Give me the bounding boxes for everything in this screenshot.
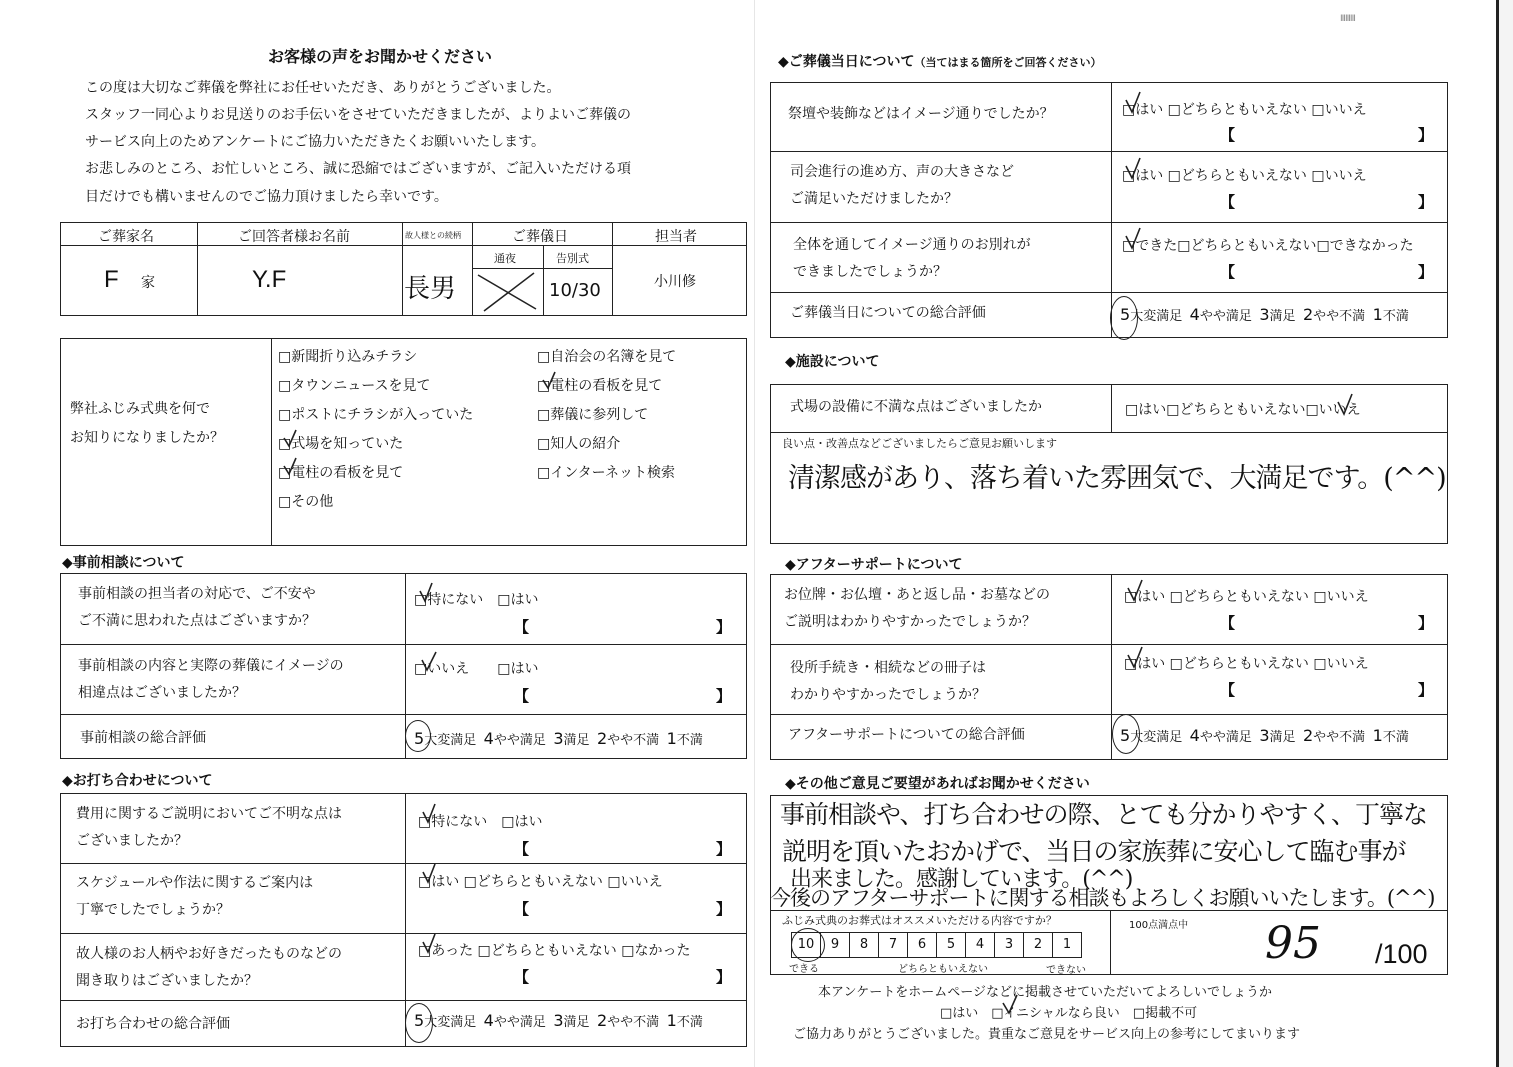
prior-rating-scale[interactable] (414, 729, 703, 748)
footer-permission-question: 本アンケートをホームページなどに掲載させていただいてよろしいでしょうか (818, 985, 1272, 1000)
scan-edge (1496, 0, 1513, 1067)
check-mark-icon (421, 932, 437, 956)
intro-line-4: お悲しみのところ、お忙しいところ、誠に恐縮ではございますが、ご記入いただける項 (85, 161, 631, 177)
meeting-score-circle (405, 1003, 433, 1043)
after-q2-options[interactable]: □はい □どちらともいえない □いいえ (1124, 656, 1369, 672)
check-mark-icon (541, 370, 557, 392)
meeting-q2-options[interactable]: □はい □どちらともいえない □いいえ (418, 874, 663, 890)
meeting-rating-scale[interactable] (414, 1011, 703, 1030)
points-value: 95 (1265, 918, 1321, 969)
after-q2-line-2: わかりやすかったでしょうか？ (790, 687, 986, 703)
source-option-knew-hall[interactable]: □式場を知っていた (278, 436, 404, 452)
scale-5: 5 (414, 729, 425, 748)
source-option-internet[interactable]: □インターネット検索 (537, 465, 675, 481)
dayof-q2-options[interactable]: □はい □どちらともいえない □いいえ (1122, 168, 1367, 184)
after-q1-options[interactable]: □はい □どちらともいえない □いいえ (1124, 589, 1369, 605)
check-mark-icon (420, 650, 438, 674)
dayof-q2-bracket-open: 【 (1220, 193, 1236, 211)
prior-q2-line-2: 相違点はございましたか？ (78, 685, 246, 701)
meeting-q3-line-1: 故人様のお人柄やお好きだったものなどの (76, 946, 342, 962)
family-suffix: 家 (141, 275, 155, 291)
score-cell[interactable]: 3 (995, 933, 1024, 957)
check-mark-icon (421, 802, 437, 826)
recommend-score-row[interactable] (791, 932, 1082, 958)
intro-line-1: この度は大切なご葬儀を弊社にお任せいただき、ありがとうございました。 (85, 80, 561, 96)
dayof-q1-options[interactable]: □はい □どちらともいえない □いいえ (1122, 102, 1367, 118)
check-mark-icon (421, 862, 437, 886)
scale-5: 5 (414, 1011, 425, 1030)
prior-q1-line-2: ご不満に思われた点はございますか？ (78, 613, 316, 629)
other-comment-line-3: 出来ました。感謝しています。(^^) (790, 867, 1133, 892)
meeting-q3-bracket-close: 】 (716, 968, 732, 986)
dayof-q2-line-2: ご満足いただけましたか？ (790, 191, 958, 207)
check-mark-icon (1124, 156, 1142, 182)
prior-q2-line-1: 事前相談の内容と実際の葬儀にイメージの (78, 658, 344, 674)
dayof-q4-label: ご葬儀当日についての総合評価 (790, 305, 986, 321)
score-cell[interactable]: 10 (792, 933, 821, 957)
recommend-mid-label: どちらともいえない (898, 964, 988, 975)
prior-q1-options[interactable]: □特にない □はい (414, 592, 539, 608)
after-q2-bracket-close: 】 (1418, 681, 1434, 699)
scale-5-text: 大変満足 (424, 733, 477, 748)
after-q2-line-1: 役所手続き・相続などの冊子は (790, 660, 986, 676)
header-staff: 担当者 (655, 229, 697, 245)
scale-2-text: やや不満 (607, 733, 660, 748)
scale-4-text: やや満足 (1199, 309, 1252, 324)
check-mark-icon (1126, 578, 1144, 604)
source-option-attended-funeral[interactable]: □葬儀に参列して (537, 407, 649, 423)
meeting-q3-options[interactable]: □あった □どちらともいえない □なかった (418, 943, 691, 959)
scale-1-text: 不満 (1382, 730, 1409, 745)
check-mark-icon (418, 581, 434, 605)
dayof-q3-line-2: できましたでしょうか？ (793, 264, 947, 280)
meeting-q1-options[interactable]: □特にない □はい (418, 814, 543, 830)
scale-4: 4 (1189, 305, 1200, 324)
check-mark-icon (282, 428, 298, 450)
dayof-q3-line-1: 全体を通してイメージ通りのお別れが (793, 237, 1031, 253)
prior-q2-options[interactable]: □いいえ □はい (414, 661, 539, 677)
meeting-q2-line-2: 丁寧でしたでしょうか？ (76, 902, 230, 918)
prior-q1-bracket-close: 】 (716, 618, 732, 636)
score-cell[interactable]: 7 (879, 933, 908, 957)
score-cell[interactable]: 4 (966, 933, 995, 957)
after-score-circle (1112, 714, 1140, 754)
section-dayof-title (778, 51, 1102, 71)
other-comment-line-1: 事前相談や、打ち合わせの際、とても分かりやすく、丁寧な (780, 800, 1428, 829)
scale-4-text: やや満足 (493, 1015, 546, 1030)
scale-2: 2 (596, 729, 608, 748)
check-mark-icon (282, 456, 298, 478)
header-funeral-date: ご葬儀日 (512, 229, 568, 245)
source-option-pole-sign-right[interactable]: □電柱の看板を見て (537, 378, 663, 394)
prior-score-circle (405, 720, 431, 752)
scale-2-text: やや不満 (1313, 309, 1366, 324)
dayof-q1-label: 祭壇や装飾などはイメージ通りでしたか？ (788, 106, 1054, 122)
source-question-line-1: 弊社ふじみ式典を何で (70, 401, 210, 417)
dayof-score-circle (1110, 296, 1138, 340)
points-max: /100 (1375, 939, 1428, 969)
dayof-q3-options[interactable]: □できた□どちらともいえない□できなかった (1122, 238, 1414, 254)
respondent-name: Y.F (252, 266, 287, 293)
tsuya-crossed-out-mark (474, 269, 542, 315)
facility-note: 良い点・改善点などございましたらご意見お願いします (782, 437, 1057, 450)
scale-3-text: 満足 (563, 733, 590, 748)
intro-line-2: スタッフ一同心よりお見送りのお手伝いをさせていただきましたが、よりよいご葬儀の (85, 107, 631, 123)
dayof-title-note: （当てはまる箇所をご回答ください） (914, 56, 1102, 69)
scale-2: 2 (596, 1011, 608, 1030)
meeting-q1-line-1: 費用に関するご説明においてご不明な点は (76, 806, 342, 822)
meeting-q3-line-2: 聞き取りはございましたか？ (76, 973, 258, 989)
header-family: ご葬家名 (98, 229, 154, 245)
footer-thanks: ご協力ありがとうございました。貴重なご意見をサービス向上の参考にしてまいります (793, 1027, 1301, 1042)
after-q1-line-1: お位牌・お仏壇・あと返し品・お墓などの (784, 587, 1050, 603)
dayof-q3-bracket-open: 【 (1220, 263, 1236, 281)
check-mark-icon (1124, 90, 1142, 116)
scale-1: 1 (1372, 726, 1383, 745)
meeting-q2-line-1: スケジュールや作法に関するご案内は (76, 875, 314, 891)
intro-line-5: 目だけでも構いませんのでご協力頂けましたら幸いです。 (85, 189, 448, 205)
after-rating-scale[interactable] (1120, 726, 1409, 745)
after-q1-bracket-open: 【 (1220, 614, 1236, 632)
header-relation: 故人様との続柄 (405, 231, 461, 240)
score-cell[interactable]: 6 (908, 933, 937, 957)
meeting-q1-line-2: ございましたか？ (76, 833, 188, 849)
scale-2-text: やや不満 (607, 1015, 660, 1030)
after-q1-line-2: ご説明はわかりやすかったでしょうか？ (784, 614, 1036, 630)
meeting-q3-bracket-open: 【 (514, 968, 530, 986)
scale-4-text: やや満足 (493, 733, 546, 748)
scale-5-text: 大変満足 (424, 1015, 477, 1030)
scan-mark: IIIIIIIII (1340, 14, 1355, 24)
scale-3: 3 (553, 1011, 564, 1030)
check-mark-icon (1336, 392, 1354, 418)
section-facility-title: ◆施設について (785, 354, 880, 370)
relation-value: 長男 (404, 274, 457, 304)
dayof-q1-bracket-close: 】 (1418, 126, 1434, 144)
scale-1: 1 (666, 729, 677, 748)
score-cell[interactable]: 2 (1024, 933, 1053, 957)
footer-permission-options[interactable]: □はい □イニシャルなら良い □掲載不可 (940, 1006, 1198, 1021)
other-comment-line-2: 説明を頂いたおかげで、当日の家族葬に安心して臨む事が (782, 837, 1406, 866)
dayof-rating-scale[interactable] (1120, 305, 1409, 324)
scale-4: 4 (483, 729, 494, 748)
points-label: 100点満点中 (1129, 920, 1189, 931)
dayof-q1-bracket-open: 【 (1220, 126, 1236, 144)
other-comment-line-4: 今後のアフターサポートに関する相談もよろしくお願いいたします。(^^) (770, 886, 1435, 910)
source-question-line-2: お知りになりましたか？ (70, 430, 224, 446)
section-after-title: ◆アフターサポートについて (785, 557, 963, 573)
score-cell[interactable]: 5 (937, 933, 966, 957)
dayof-q2-bracket-close: 】 (1418, 193, 1434, 211)
scale-4: 4 (1189, 726, 1200, 745)
scale-3-text: 満足 (563, 1015, 590, 1030)
scale-1: 1 (666, 1011, 677, 1030)
facility-q1-options[interactable]: □はい□どちらともいえない□いいえ (1125, 402, 1361, 418)
scale-5-text: 大変満足 (1130, 309, 1183, 324)
staff-name: 小川修 (654, 274, 696, 290)
meeting-q1-bracket-close: 】 (716, 840, 732, 858)
dayof-q2-line-1: 司会進行の進め方、声の大きさなど (790, 164, 1014, 180)
source-option-post-flyer[interactable]: □ポストにチラシが入っていた (278, 407, 474, 423)
score-cell[interactable]: 8 (850, 933, 879, 957)
meeting-q2-bracket-close: 】 (716, 900, 732, 918)
scale-4: 4 (483, 1011, 494, 1030)
source-option-referral[interactable]: □知人の紹介 (537, 436, 621, 452)
scale-5: 5 (1120, 726, 1131, 745)
header-kokubetsu: 告別式 (556, 252, 589, 265)
facility-comment: 清潔感があり、落ち着いた雰囲気で、大満足です。(^^) (788, 463, 1446, 494)
header-respondent: ご回答者様お名前 (238, 229, 350, 245)
scale-3-text: 満足 (1269, 309, 1296, 324)
recommend-label: ふじみ式典のお葬式はオススメいただける内容ですか？ (782, 914, 1057, 927)
scale-1-text: 不満 (676, 733, 703, 748)
intro-line-3: サービス向上のためアンケートにご協力いただきたくお願いいたします。 (85, 134, 546, 150)
survey-title: お客様の声をお聞かせください (268, 47, 493, 66)
source-option-pole-sign-left[interactable]: □電柱の看板を見て (278, 465, 404, 481)
scale-2: 2 (1302, 305, 1314, 324)
dayof-title-text: ◆ご葬儀当日について (778, 54, 915, 70)
kokubetsu-date: 10/30 (549, 280, 601, 301)
score-cell[interactable]: 1 (1062, 937, 1072, 952)
scale-5-text: 大変満足 (1130, 730, 1183, 745)
meeting-q1-bracket-open: 【 (514, 840, 530, 858)
check-mark-icon (1001, 993, 1019, 1017)
meeting-q4-label: お打ち合わせの総合評価 (76, 1016, 230, 1032)
scale-2: 2 (1302, 726, 1314, 745)
scale-4-text: やや満足 (1199, 730, 1252, 745)
after-q2-bracket-open: 【 (1220, 681, 1236, 699)
scale-1-text: 不満 (676, 1015, 703, 1030)
scale-5: 5 (1120, 305, 1131, 324)
source-option-newspaper[interactable]: □新聞折り込みチラシ (278, 349, 418, 365)
check-mark-icon (1124, 226, 1142, 252)
after-q1-bracket-close: 】 (1418, 614, 1434, 632)
fold-line (754, 0, 755, 1067)
section-prior-title: ◆事前相談について (62, 555, 185, 571)
meeting-q2-bracket-open: 【 (514, 900, 530, 918)
after-q3-label: アフターサポートについての総合評価 (788, 727, 1025, 743)
source-option-other[interactable]: □その他 (278, 494, 334, 510)
prior-q1-bracket-open: 【 (514, 618, 530, 636)
scale-3-text: 満足 (1269, 730, 1296, 745)
header-tsuya: 通夜 (494, 252, 516, 265)
scale-3: 3 (553, 729, 564, 748)
prior-q3-label: 事前相談の総合評価 (80, 730, 206, 746)
family-initial: F (104, 266, 119, 293)
section-meeting-title: ◆お打ち合わせについて (62, 773, 213, 789)
scale-2-text: やや不満 (1313, 730, 1366, 745)
score-cell[interactable]: 9 (821, 933, 850, 957)
prior-q2-bracket-open: 【 (514, 687, 530, 705)
prior-q1-line-1: 事前相談の担当者の対応で、ご不安や (78, 586, 316, 602)
facility-q1-label: 式場の設備に不満な点はございましたか (790, 399, 1042, 415)
scale-3: 3 (1259, 726, 1270, 745)
recommend-right-label: できない (1046, 965, 1086, 976)
dayof-q3-bracket-close: 】 (1418, 263, 1434, 281)
scale-1: 1 (1372, 305, 1383, 324)
scale-1-text: 不満 (1382, 309, 1409, 324)
source-option-neighborhood-list[interactable]: □自治会の名簿を見て (537, 349, 677, 365)
recommend-score-circle (791, 928, 825, 962)
recommend-left-label: できる (789, 964, 819, 975)
scale-3: 3 (1259, 305, 1270, 324)
prior-q2-bracket-close: 】 (716, 687, 732, 705)
source-option-town-news[interactable]: □タウンニュースを見て (278, 378, 431, 394)
section-other-title: ◆その他ご意見ご要望があればお聞かせください (785, 776, 1090, 792)
check-mark-icon (1126, 645, 1144, 671)
